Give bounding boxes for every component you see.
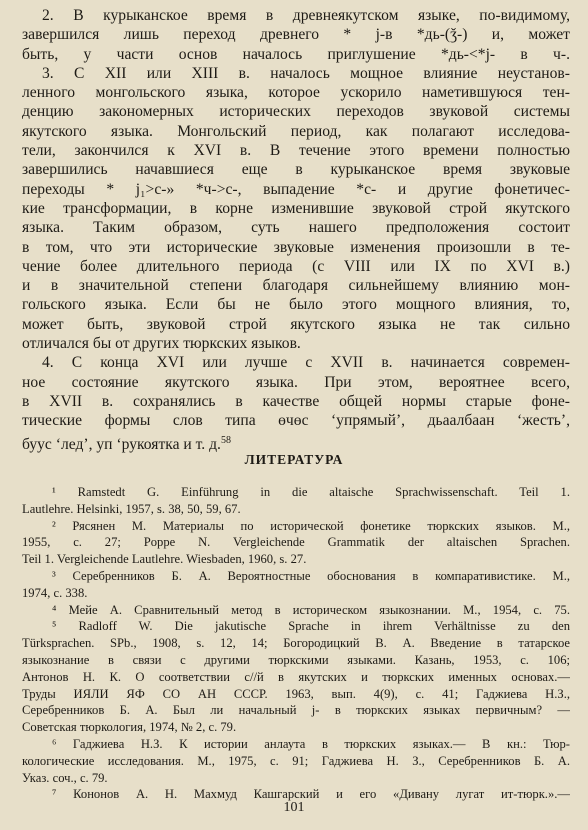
text-line: гольского языка. Если бы не было этого мощного влияния, то, (22, 296, 570, 314)
reference-line: Türksprachen. SPb., 1908, s. 12, 14; Богородицкий В. А. Введение в татарское (22, 636, 570, 651)
reference-line: ⁷ Кононов А. Н. Махмуд Кашгарский и его «Дивану лугат ит-тюрк.».— (52, 787, 570, 802)
main-text (22, 6, 570, 454)
reference-line: ⁵ Radloff W. Die jakutische Sprache in ihrem Verhältnisse zu den (52, 619, 570, 634)
text-line (22, 431, 570, 454)
reference-line: ³ Серебренников Б. А. Вероятностные обоснования в компаративистике. М., (52, 568, 570, 583)
page-number: 101 (283, 800, 305, 815)
text-line: чение более длительного периода (с VIII или IX по XVI в.) (22, 257, 570, 275)
reference-line: языкознание в связи с другими тюркскими языками. Казань, 1953, с. 106; (22, 652, 570, 667)
reference-line: ⁴ Мейе А. Сравнительный метод в историческом языкознании. М., 1954, с. 75. (52, 602, 570, 617)
text-line: кие трансформации, в корне изменившие звуковой строй якутского (22, 199, 570, 217)
reference-line: кологические исследования. М., 1975, с. 91; Гаджиева Н. З., Серебренников Б. А. (22, 753, 570, 768)
reference-line: Teil 1. Vergleichende Lautlehre. Wiesbaden, 1960, s. 27. (22, 552, 307, 567)
text-line: завершился лишь переход древнего * j-в *дь-(ǯ-) и, может (22, 26, 570, 44)
text-line: 2. В курыканское время в древнеякутском языке, по-видимому, (42, 7, 570, 24)
reference-line: Советская тюркология, 1974, № 2, с. 79. (22, 720, 237, 735)
text-line: языка. Таким образом, суть нашего предположения состоит (22, 219, 570, 237)
section-heading: ЛИТЕРАТУРА (244, 452, 344, 467)
text-line: денцию закономерных исторических переходов звуковой системы (22, 103, 570, 121)
text-line: может быть, звуковой строй якутского языка не так сильно (22, 315, 570, 333)
text-line: завершились начавшиеся еще в курыканское время звуковые (22, 161, 570, 179)
text-line: тели, закончился к XVI в. В течение этого времени полностью (22, 142, 570, 160)
reference-line: ⁶ Гаджиева Н.З. К истории анлаута в тюркских языках.— В кн.: Тюр- (52, 736, 570, 751)
reference-line: Антонов Н. К. О соответствии с//й в якутских и тюркских именных основах.— (22, 669, 570, 684)
text-line: тические формы слов типа өчөс ‘упрямый’, дьаалбаан ‘жесть’, (22, 412, 570, 430)
footnote-marker: 58 (220, 434, 231, 446)
reference-line: 1955, с. 27; Poppe N. Vergleichende Grammatik der altaischen Sprachen. (22, 535, 570, 550)
text-line: в том, что эти исторические звуковые изменения произошли в те- (22, 238, 570, 256)
text-line: якутского языка. Монгольский период, как полагают исследова- (22, 122, 570, 140)
text-line: 3. С XII или XIII в. началось мощное влияние неустанов- (42, 64, 570, 82)
reference-line: ² Рясянен М. Материалы по исторической фонетике тюркских языков. М., (52, 518, 570, 533)
references-list (22, 484, 570, 803)
reference-line: Труды ИЯЛИ ЯФ СО АН СССР. 1963, вып. 4(9), с. 41; Гаджиева Н.З., (22, 686, 570, 701)
reference-line: Указ. соч., с. 79. (22, 770, 108, 785)
text-line: 4. С конца XVI или лучше с XVII в. начинается современ- (42, 354, 570, 372)
text-line: и в значительной степени благодаря сильнейшему влиянию мон- (22, 277, 570, 295)
text-line: в XVII в. сохранялись в качестве общей нормы старые фоне- (22, 392, 570, 410)
reference-line: 1974, с. 338. (22, 585, 88, 600)
text-line: ленного монгольского языка, которое ускорило наметившуюся тен- (22, 84, 570, 102)
text-line: ное состояние якутского языка. При этом, вероятнее всего, (22, 373, 570, 391)
reference-line: ¹ Ramstedt G. Einführung in die altaische Sprachwissenschaft. Teil 1. (52, 485, 570, 499)
text-line: переходы * j₁>c-» *ч->c-, выпадение *c- и другие фонетичес- (22, 180, 570, 198)
text-line: быть, у части основ началось приглушение *дь-<*j- в ч-. (22, 45, 570, 63)
reference-line: Lautlehre. Helsinki, 1957, s. 38, 50, 59, 67. (22, 501, 241, 516)
text-line: отличался бы от других тюркских языков. (22, 335, 301, 353)
text-line-content: буус ‘лед’, уп ‘рукоятка и т. д. (22, 435, 221, 453)
reference-line: Серебренников Б. А. Был ли начальный j- в тюркских языках первичным? — (22, 703, 570, 718)
